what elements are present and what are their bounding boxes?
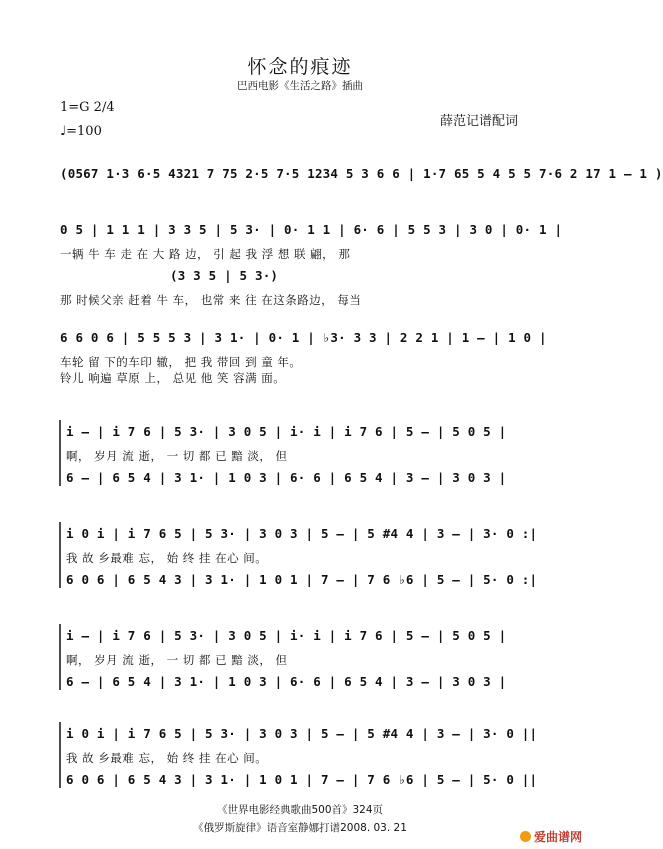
footer-transcriber: 《俄罗斯旋律》语音室静娜打谱2008. 03. 21 [193,822,407,834]
tempo-marking: ♩=100 [60,124,102,139]
chorus3-top: i – | i 7 6 | 5 3· | 3 0 5 | i· i | i 7 6 | 5 – | 5 0 5 | [66,628,507,643]
verse2-lyrics-1: 车轮 留 下的车印 辙， 把 我 带回 到 童 年。 [60,355,302,369]
verse2-melody: 6 6 0 6 | 5 5 5 3 | 3 1· | 0· 1 | ♭3· 3 3 | 2 2 1 | 1 – | 1 0 | [60,330,547,345]
intro-notes: (0567 1·3 6·5 4321 7 75 2·5 7·5 1234 5 3 6 6 | 1·7 65 5 4 5 5 7·6 2 17 1 – 1 ) [60,166,663,181]
chorus4-top: i 0 i | i 7 6 5 | 5 3· | 3 0 3 | 5 – | 5 #4 4 | 3 – | 3· 0 || [66,726,538,741]
song-subtitle: 巴西电影《生活之路》插曲 [237,80,363,92]
chorus2-top: i 0 i | i 7 6 5 | 5 3· | 3 0 3 | 5 – | 5 #4 4 | 3 – | 3· 0 :| [66,526,538,541]
verse2-lyrics-2: 铃儿 响遍 草原 上， 总见 他 笑 容满 面。 [60,371,286,385]
song-title: 怀念的痕迹 [247,56,353,78]
credit-line: 薛范记谱配词 [440,114,519,129]
chorus3-lyrics: 啊， 岁月 流 逝， 一 切 都 已 黯 淡， 但 [66,653,288,667]
chorus2-bottom: 6 0 6 | 6 5 4 3 | 3 1· | 1 0 1 | 7 – | 7 6 ♭6 | 5 – | 5· 0 :| [66,572,538,587]
verse1-melody: 0 5 | 1 1 1 | 3 3 5 | 5 3· | 0· 1 1 | 6· 6 | 5 5 3 | 3 0 | 0· 1 | [60,222,563,237]
chorus1-bottom: 6 – | 6 5 4 | 3 1· | 1 0 3 | 6· 6 | 6 5 4 | 3 – | 3 0 3 | [66,470,507,485]
chorus1-top: i – | i 7 6 | 5 3· | 3 0 5 | i· i | i 7 6 | 5 – | 5 0 5 | [66,424,507,439]
verse1-alt-lyrics: 那 时候父亲 赶着 牛 车， 也常 来 往 在这条路边， 每当 [60,293,362,307]
chorus2-lyrics: 我 故 乡最难 忘， 始 终 挂 在心 间。 [66,551,268,565]
chorus3-bottom: 6 – | 6 5 4 | 3 1· | 1 0 3 | 6· 6 | 6 5 4 | 3 – | 3 0 3 | [66,674,507,689]
chorus1-lyrics: 啊， 岁月 流 逝， 一 切 都 已 黯 淡， 但 [66,449,288,463]
chorus4-lyrics: 我 故 乡最难 忘， 始 终 挂 在心 间。 [66,751,268,765]
music-note-icon [520,831,531,842]
footer-source: 《世界电影经典歌曲500首》324页 [216,804,384,816]
verse1-lyrics: 一辆 牛 车 走 在 大 路 边， 引 起 我 浮 想 联 翩， 那 [60,247,351,261]
key-signature: 1=G 2/4 [60,100,115,115]
site-logo [520,828,582,845]
chorus4-bottom: 6 0 6 | 6 5 4 3 | 3 1· | 1 0 1 | 7 – | 7 6 ♭6 | 5 – | 5· 0 || [66,772,538,787]
verse1-alt-notes: (3 3 5 | 5 3·) [170,268,279,283]
brand-label: 爱曲谱网 [534,830,583,844]
